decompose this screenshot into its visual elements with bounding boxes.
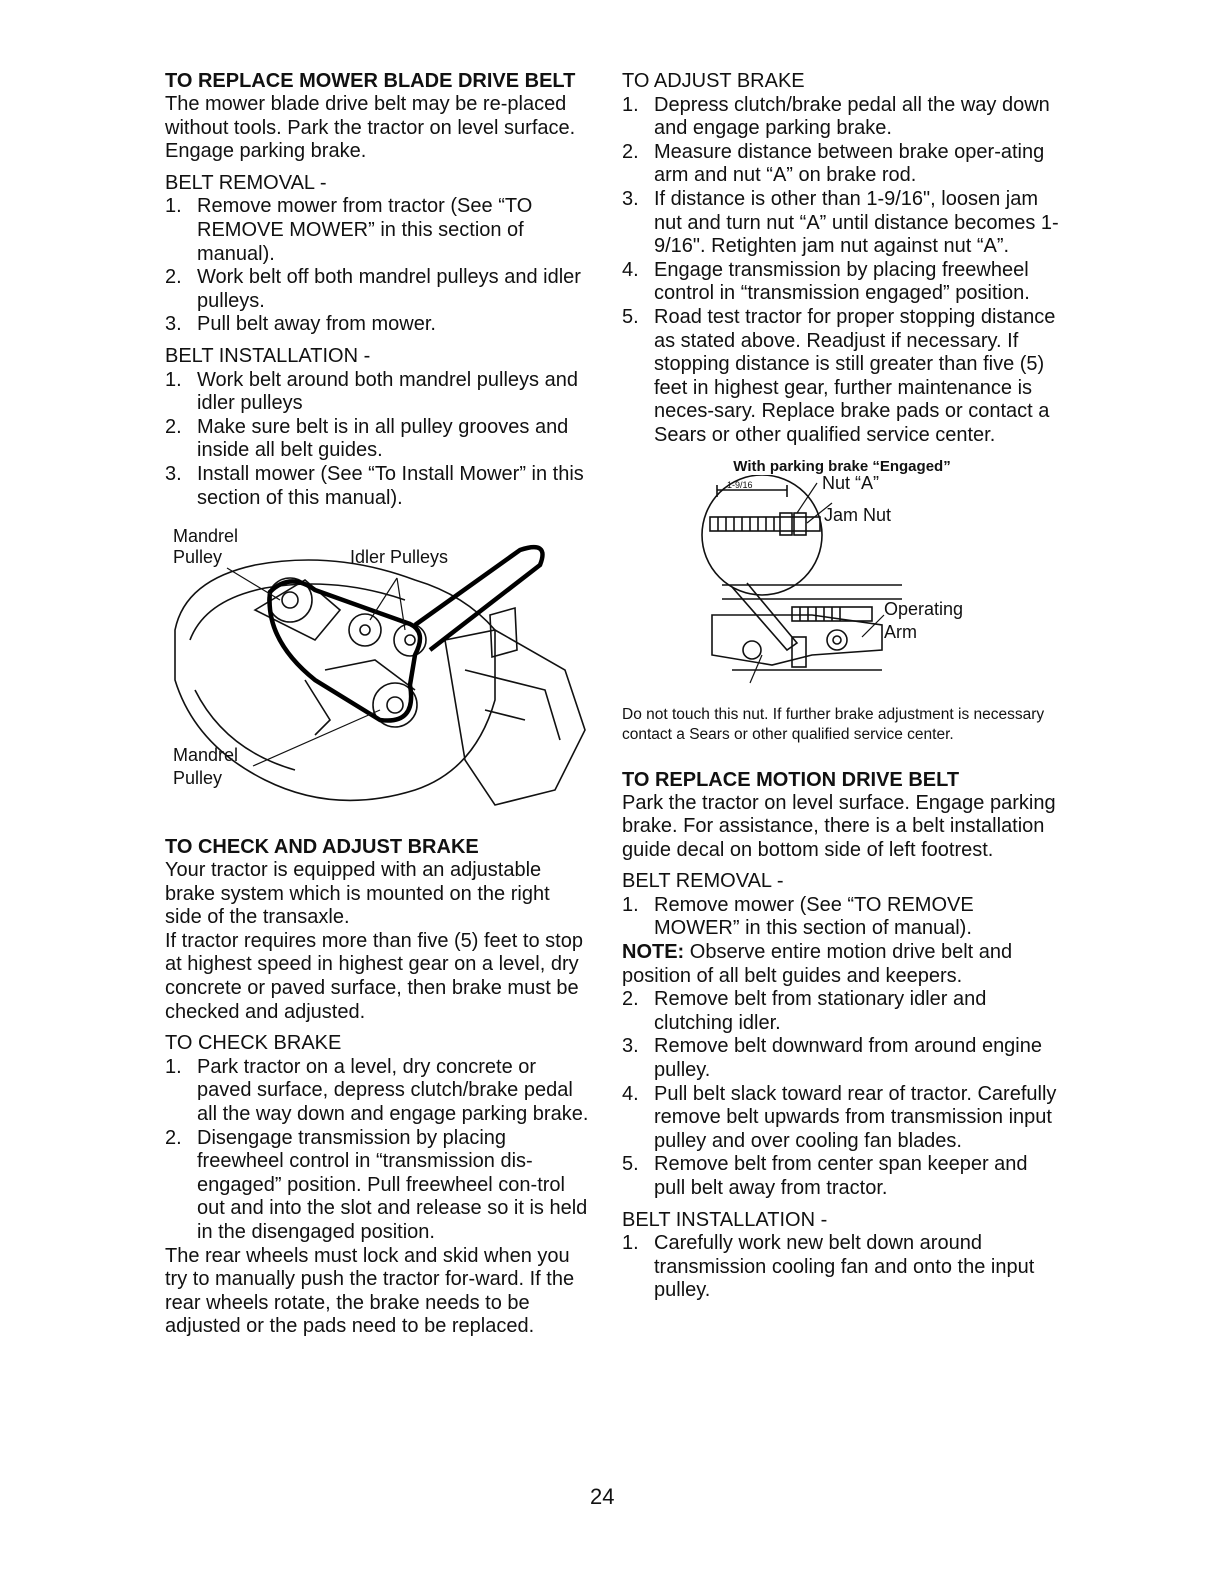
blade-belt-install-heading: BELT INSTALLATION - [165, 344, 371, 367]
check-adjust-intro-2: If tractor requires more than five (5) feet to stop at highest speed in highest gear on a level, dry concrete or paved surface, then brake must be checked and adjusted. [165, 929, 583, 1023]
label-pulley-bottom: Pulley [173, 768, 223, 789]
blade-belt-install-steps [165, 369, 590, 511]
list-item: 2. Make sure belt is in all pulley grooves and inside all belt guides. [165, 415, 569, 462]
list-item: 5. Remove belt from center span keeper and pull belt away from tractor. [622, 1153, 1028, 1199]
adjust-brake-steps [622, 94, 1062, 448]
label-idler-pulleys: Idler Pulleys [350, 547, 449, 568]
list-item: 1. Park tractor on a level, dry concrete or paved surface, depress clutch/brake pedal all the way down and engage parking brake. [165, 1055, 589, 1126]
label-nut-a: Nut “A” [822, 474, 880, 493]
motion-belt-intro: Park the tractor on level surface. Engage parking brake. For assistance, there is a belt installation guide decal on bottom side of left footrest. [622, 791, 1056, 861]
adjust-brake-heading: TO ADJUST BRAKE [622, 70, 805, 92]
brake-figure-caption: With parking brake “Engaged” [733, 457, 951, 475]
brake-figure-note: Do not touch this nut. If further brake adjustment is necessary contact a Sears or other qualified service center. [622, 705, 1045, 743]
dim-label: 1-9/16 [727, 479, 753, 490]
check-brake-steps [165, 1056, 590, 1245]
list-item: 1. Work belt around both mandrel pulleys and idler pulleys [165, 368, 578, 415]
list-item: 3. Install mower (See “To Install Mower” in this section of this manual). [165, 462, 584, 509]
left-column [165, 70, 590, 1339]
motion-belt-removal-steps [622, 988, 1062, 1200]
list-item: 2. Remove belt from stationary idler and clutching idler. [622, 988, 987, 1034]
blade-belt-removal-steps [165, 195, 590, 337]
motion-belt-removal-heading: BELT REMOVAL - [622, 870, 784, 893]
label-operating: Operating [884, 598, 964, 619]
blade-belt-heading: TO REPLACE MOWER BLADE DRIVE BELT [165, 70, 576, 92]
list-item: 2. Measure distance between brake oper-ating arm and nut “A” on brake rod. [622, 140, 1045, 187]
label-jam-nut: Jam Nut [824, 504, 892, 525]
check-adjust-intro: Your tractor is equipped with an adjustable brake system which is mounted on the right side of the transaxle. [165, 859, 550, 929]
right-column [622, 70, 1062, 1303]
motion-belt-note: NOTE: Observe entire motion drive belt and position of all belt guides and keepers. [622, 941, 1013, 987]
list-item: 2. Work belt off both mandrel pulleys and idler pulleys. [165, 266, 581, 312]
motion-belt-install-steps [622, 1232, 1062, 1303]
list-item: 1. Remove mower from tractor (See “TO REMOVE MOWER” in this section of manual). [165, 195, 533, 265]
label-mandrel-top: Mandrel [173, 526, 239, 547]
mower-deck-figure [165, 520, 590, 820]
check-brake-outro: The rear wheels must lock and skid when you try to manually push the tractor for-ward. If the rear wheels rotate, the brake needs to be adjusted or the pads need to be replaced. [165, 1244, 575, 1338]
motion-belt-removal-step-1 [622, 894, 1062, 941]
label-pulley-top: Pulley [173, 547, 223, 568]
list-item: 2. Disengage transmission by placing freewheel control in “transmission dis-engaged” position. Pull freewheel con-trol out and into the slot and release so it is held in the disengaged position. [165, 1126, 588, 1243]
list-item: 1. Depress clutch/brake pedal all the way down and engage parking brake. [622, 93, 1050, 140]
list-item: 3. If distance is other than 1-9/16", loosen jam nut and turn nut “A” until distance becomes 1-9/16". Retighten jam nut against nut “A”. [622, 187, 1059, 258]
page-number: 24 [590, 1484, 615, 1509]
list-item: 1. Carefully work new belt down around transmission cooling fan and onto the input pulley. [622, 1232, 1035, 1302]
blade-belt-intro: The mower blade drive belt may be re-placed without tools. Park the tractor on level surface. Engage parking brake. [165, 93, 576, 163]
motion-belt-heading: TO REPLACE MOTION DRIVE BELT [622, 768, 960, 791]
label-mandrel-bottom: Mandrel [173, 745, 239, 766]
list-item: 1. Remove mower (See “TO REMOVE MOWER” in this section of manual). [622, 893, 974, 940]
check-adjust-heading: TO CHECK AND ADJUST BRAKE [165, 836, 479, 859]
brake-figure [622, 475, 1062, 705]
list-item: 3. Pull belt away from mower. [165, 313, 436, 336]
list-item: 4. Pull belt slack toward rear of tractor. Carefully remove belt upwards from transmission input pulley and over cooling fan blades. [622, 1082, 1057, 1152]
list-item: 5. Road test tractor for proper stopping distance as stated above. Readjust if necessary. If stopping distance is still greater than five (5) feet in highest gear, further maintenance is neces-sary. Replace brake pads or contact a Sears or other qualified service center. [622, 305, 1056, 446]
check-brake-heading: TO CHECK BRAKE [165, 1032, 342, 1055]
motion-belt-install-heading: BELT INSTALLATION - [622, 1208, 828, 1231]
label-arm: Arm [884, 621, 917, 642]
list-item: 4. Engage transmission by placing freewheel control in “transmission engaged” position. [622, 258, 1030, 305]
blade-belt-removal-heading: BELT REMOVAL - [165, 171, 327, 194]
list-item: 3. Remove belt downward from around engine pulley. [622, 1035, 1042, 1082]
